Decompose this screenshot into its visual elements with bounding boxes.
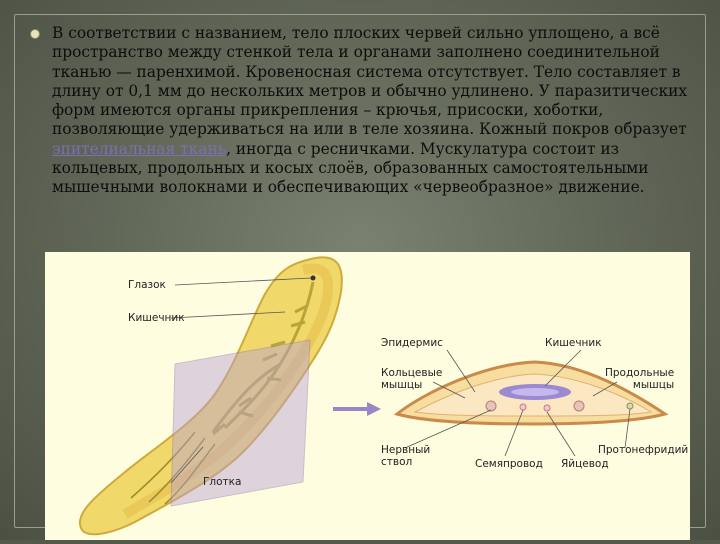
protonephridium: [627, 403, 633, 409]
bullet-icon: [30, 29, 40, 39]
nerve-trunk-right: [574, 401, 584, 411]
eye-spot: [311, 276, 316, 281]
section-gut-lumen: [511, 388, 559, 396]
sperm-duct: [520, 404, 526, 410]
paragraph-text-1: В соответствии с названием, тело плоских червей сильно уплощено, а всё пространство между стенкой тела и органами заполнено соединительной тканью — паренхимой. Кровеносная система отсутствует. Тело составляет в длину от 0,1 мм до нескольких метров и обычно удлинено. У паразитических форм имеются органы прикрепления – крючья, присоски, хоботки, позволяющие удерживаться на или в теле хозяина. Кожный покров образует: [52, 24, 688, 139]
oviduct: [544, 405, 550, 411]
label-pharynx: Глотка: [203, 476, 242, 488]
nerve-trunk-left: [486, 401, 496, 411]
worm-anatomy-figure: [45, 252, 690, 540]
text-block: [30, 24, 700, 198]
epithelial-tissue-link[interactable]: эпителиальная ткань: [52, 139, 227, 158]
worm-anatomy-illustration: [45, 252, 690, 540]
label-circular-muscles: Кольцевые мышцы: [381, 367, 443, 391]
arrow-head-icon: [367, 402, 381, 416]
label-sperm-duct: Семяпровод: [475, 458, 543, 470]
label-longitudinal-muscles: Продольные мышцы: [605, 367, 675, 391]
label-nerve-trunk: Нервный ствол: [381, 444, 431, 468]
label-oviduct: Яйцевод: [561, 458, 609, 470]
paragraph-text-2: , иногда с ресничками. Мускулатура состоит из кольцевых, продольных и косых слоёв, образованных самостоятельными мышечными волокнами и обеспечивающих «червеобразное» движение.: [52, 139, 649, 197]
label-protonephridium: Протонефридий: [598, 444, 689, 456]
label-eye: Глазок: [128, 279, 166, 291]
label-epidermis: Эпидермис: [381, 337, 443, 349]
label-gut-section: Кишечник: [545, 337, 602, 349]
paragraph: [52, 24, 700, 198]
label-gut: Кишечник: [128, 312, 185, 324]
